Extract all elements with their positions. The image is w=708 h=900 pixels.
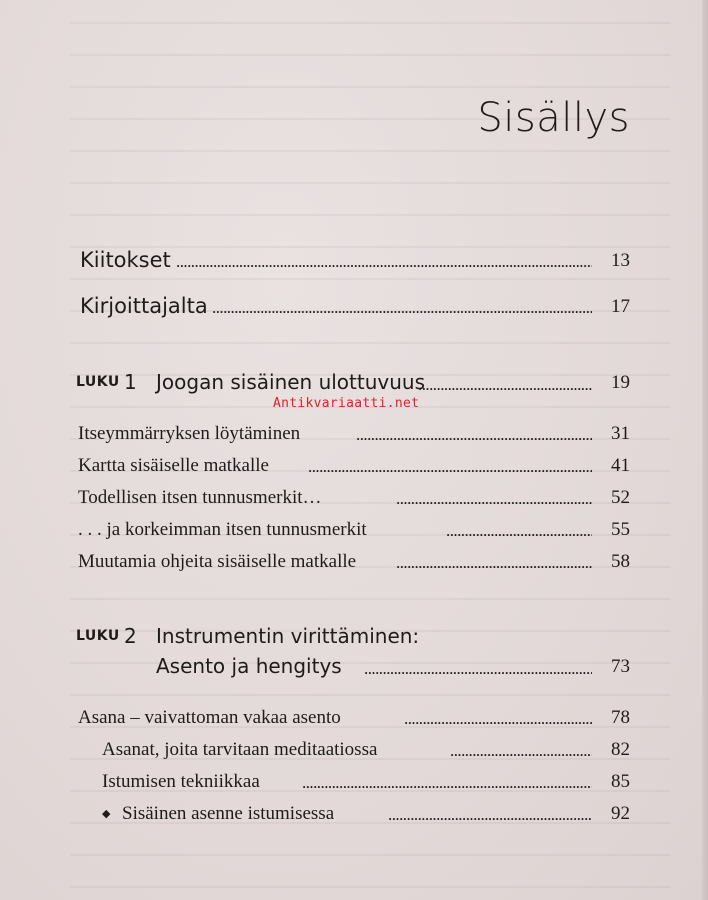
- leader-dots: [396, 553, 592, 573]
- chapter-number: 2: [124, 624, 137, 648]
- chapter-title: Joogan sisäinen ulottuvuus: [156, 370, 426, 394]
- section-label: Kartta sisäiselle matkalle: [78, 455, 269, 476]
- section-label: Asanat, joita tarvitaan meditaatiossa: [102, 739, 378, 760]
- chapter-heading-2: [0, 620, 708, 652]
- toc-subsection-entry: [0, 798, 708, 830]
- chapter-page: 73: [611, 656, 630, 677]
- toc-section-entry: [0, 482, 708, 514]
- chapter-luku-label: LUKU: [76, 374, 120, 390]
- section-label: Istumisen tekniikkaa: [102, 771, 260, 792]
- watermark-text: Antikvariaatti.net: [273, 396, 420, 411]
- leader-dots: [176, 252, 592, 272]
- chapter-heading-1: [0, 366, 708, 398]
- diamond-bullet-icon: ◆: [102, 808, 111, 820]
- toc-entry-label: Kiitokset: [80, 248, 171, 272]
- toc-entry-kiitokset: [0, 244, 708, 276]
- toc-entry-page: 13: [611, 250, 630, 271]
- chapter-number: 1: [124, 370, 137, 394]
- leader-dots: [446, 521, 592, 541]
- leader-dots: [418, 375, 592, 395]
- section-label: Itseymmärryksen löytäminen: [78, 423, 301, 444]
- leader-dots: [388, 805, 592, 825]
- chapter-title-line1: Instrumentin virittäminen:: [156, 624, 420, 648]
- toc-subsection-entry: [0, 734, 708, 766]
- toc-section-entry: [0, 418, 708, 450]
- section-label: . . . ja korkeimman itsen tunnusmerkit: [78, 519, 367, 540]
- leader-dots: [396, 489, 592, 509]
- section-page: 85: [611, 771, 630, 792]
- section-label: Asana – vaivattoman vakaa asento: [78, 707, 341, 728]
- leader-dots: [212, 298, 592, 318]
- chapter-luku-label: LUKU: [76, 628, 120, 644]
- section-page: 41: [611, 455, 630, 476]
- chapter-title-line2: Asento ja hengitys: [156, 654, 342, 678]
- section-page: 58: [611, 551, 630, 572]
- leader-dots: [308, 457, 592, 477]
- section-label: Muutamia ohjeita sisäiselle matkalle: [78, 551, 357, 572]
- leader-dots: [404, 709, 592, 729]
- chapter-page: 19: [611, 372, 630, 393]
- page-title: Sisällys: [477, 95, 630, 141]
- toc-entry-label: Kirjoittajalta: [80, 294, 208, 318]
- toc-section-entry: [0, 546, 708, 578]
- toc-entry-kirjoittajalta: [0, 290, 708, 322]
- chapter-heading-2-line2: [0, 650, 708, 682]
- toc-section-entry: [0, 450, 708, 482]
- section-page: 82: [611, 739, 630, 760]
- toc-subsection-entry: [0, 766, 708, 798]
- section-page: 31: [611, 423, 630, 444]
- section-page: 52: [611, 487, 630, 508]
- leader-dots: [302, 773, 592, 793]
- leader-dots: [364, 659, 592, 679]
- section-page: 78: [611, 707, 630, 728]
- toc-section-entry: [0, 702, 708, 734]
- leader-dots: [356, 425, 592, 445]
- section-label: Sisäinen asenne istumisessa: [122, 803, 335, 824]
- leader-dots: [450, 741, 592, 761]
- toc-entry-page: 17: [611, 296, 630, 317]
- section-page: 92: [611, 803, 630, 824]
- toc-section-entry: [0, 514, 708, 546]
- section-label: Todellisen itsen tunnusmerkit…: [78, 487, 322, 508]
- section-page: 55: [611, 519, 630, 540]
